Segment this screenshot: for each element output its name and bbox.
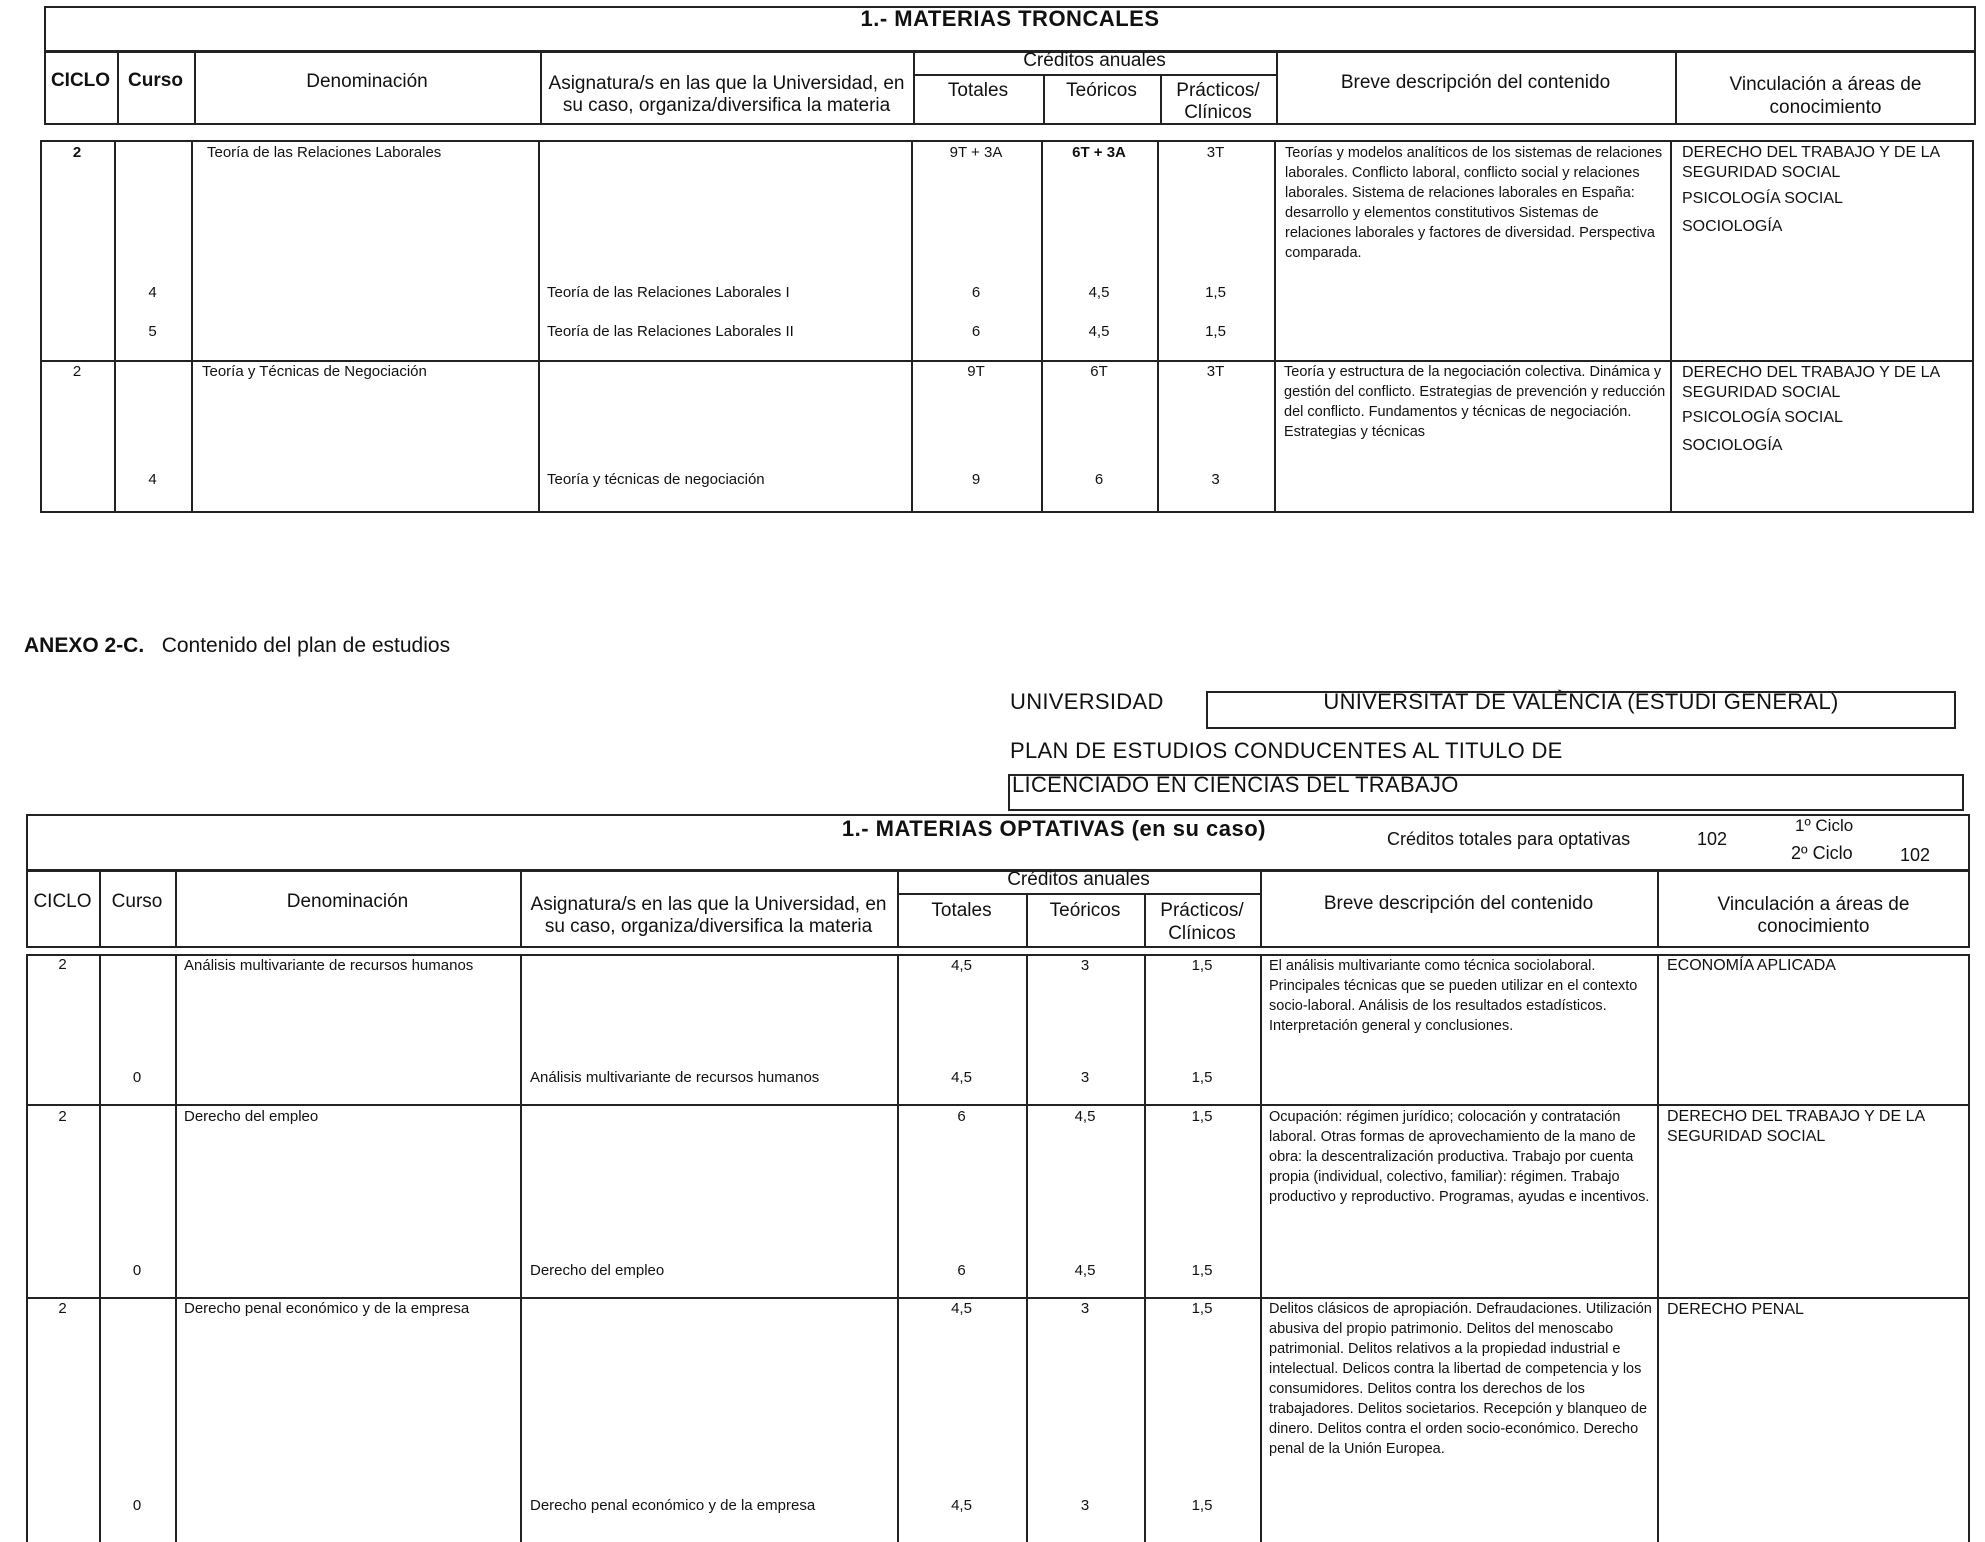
opt-header-practicos-1: Prácticos/ — [1160, 900, 1244, 921]
header-totales: Totales — [947, 80, 1009, 101]
row1-sub1-teoricos: 4,5 — [1088, 284, 1110, 301]
row2-sub1-curso: 4 — [148, 471, 157, 488]
anexo-label: ANEXO 2-C. — [24, 634, 145, 657]
opt-header-vinculacion-2: conocimiento — [1757, 916, 1870, 937]
opt-header-ciclo: CICLO — [33, 891, 92, 912]
opt-row1-descripcion: El análisis multivariante como técnica sociolaboral. Principales técnicas que se pueden utilizar en el contexto socio-laboral. Análisis de los resultados estadísticos. Interpretación general y conclusiones. — [1269, 958, 1638, 1034]
opt-row2-totales: 6 — [957, 1108, 966, 1125]
opt-header-descripcion: Breve descripción del contenido — [1323, 893, 1594, 914]
row1-sub2-teoricos: 4,5 — [1088, 323, 1110, 340]
opt-row1-sub1-teoricos: 3 — [1080, 1069, 1090, 1086]
creditos-totales-label: Créditos totales para optativas — [1387, 829, 1631, 849]
opt-row3-denominacion: Derecho penal económico y de la empresa — [184, 1300, 470, 1317]
opt-row1-denominacion: Análisis multivariante de recursos humanos — [184, 957, 474, 974]
opt-row1-ciclo: 2 — [58, 956, 67, 973]
row1-sub1-practicos: 1,5 — [1205, 284, 1226, 301]
opt-row3-sub1-curso: 0 — [132, 1497, 142, 1514]
row1-practicos: 3T — [1206, 144, 1225, 161]
opt-row2-ciclo: 2 — [58, 1108, 67, 1125]
opt-row2-practicos: 1,5 — [1191, 1108, 1213, 1125]
opt-row2-sub1-totales: 6 — [957, 1262, 966, 1279]
header-denominacion: Denominación — [306, 71, 428, 92]
header-vinculacion-2: conocimiento — [1769, 97, 1882, 118]
header-curso: Curso — [128, 70, 183, 91]
row1-denominacion: Teoría de las Relaciones Laborales — [207, 144, 442, 161]
opt-row2-teoricos: 4,5 — [1074, 1108, 1096, 1125]
anexo-text: Contenido del plan de estudios — [161, 634, 451, 657]
row2-denominacion: Teoría y Técnicas de Negociación — [202, 363, 427, 380]
header-asignatura-1: Asignatura/s en las que la Universidad, en — [548, 73, 905, 94]
row1-area-3: SOCIOLOGÍA — [1682, 218, 1783, 235]
header-asignatura-2: su caso, organiza/diversifica la materia — [562, 95, 891, 116]
opt-row1-sub1-practicos: 1,5 — [1191, 1069, 1213, 1086]
opt-row2-denominacion: Derecho del empleo — [184, 1108, 319, 1125]
optativas-body — [26, 954, 1970, 1542]
opt-row3-practicos: 1,5 — [1191, 1300, 1213, 1317]
opt-row2-descripcion: Ocupación: régimen jurídico; colocación y contratación laboral. Otras formas de aprovechamiento de la mano de obra: la descentralización productiva. Trabajo por cuenta propia (individual, colectivo, familiar): régimen. Trabajo productivo y reproductivo. Programas, ayudas e incentivos. — [1269, 1109, 1650, 1205]
opt-row3-teoricos: 3 — [1080, 1300, 1090, 1317]
ciclo2-value: 102 — [1900, 845, 1931, 865]
opt-row3-ciclo: 2 — [58, 1300, 67, 1317]
row2-sub1-practicos: 3 — [1211, 471, 1220, 488]
opt-header-teoricos: Teóricos — [1049, 900, 1121, 921]
opt-row1-area-1: ECONOMÍA APLICADA — [1667, 957, 1836, 974]
opt-row2-sub1-practicos: 1,5 — [1191, 1262, 1213, 1279]
row1-descripcion: Teorías y modelos analíticos de los sistemas de relaciones laborales. Conflicto laboral, conflicto social y relaciones laborales. Sistema de relaciones laborales en España: desarrollo y elementos constitutivos Sistemas de relaciones laborales y factores de diversidad. Perspectiva comparada. — [1285, 145, 1663, 261]
opt-row3-area-1: DERECHO PENAL — [1667, 1301, 1804, 1318]
header-vinculacion-1: Vinculación a áreas de — [1729, 74, 1922, 95]
opt-row1-sub1-totales: 4,5 — [951, 1069, 972, 1086]
opt-row2-area-1: DERECHO DEL TRABAJO Y DE LA SEGURIDAD SOCIAL — [1667, 1108, 1925, 1145]
row1-totales: 9T + 3A — [949, 144, 1003, 161]
row2-totales: 9T — [967, 363, 985, 380]
opt-row3-sub1-totales: 4,5 — [951, 1497, 972, 1514]
plan-label: PLAN DE ESTUDIOS CONDUCENTES AL TITULO DE — [1010, 738, 1563, 763]
row1-sub1-totales: 6 — [971, 284, 981, 301]
opt-row3-descripcion: Delitos clásicos de apropiación. Defraudaciones. Utilización abusiva del propio patrimonio. Delitos del menoscabo patrimonial. Delitos relativos a la propiedad industrial e intelectual. Delicos contra la libertad de competencia y los consumidores. Delitos contra los derechos de los trabajadores. Delitos societarios. Recepción y blanqueo de dinero. Delitos contra el orden socio-económico. Derecho penal de la Unión Europea. — [1269, 1301, 1652, 1457]
ciclo1-label: 1º Ciclo — [1795, 816, 1854, 835]
header-ciclo: CICLO — [50, 70, 111, 91]
opt-header-practicos-2: Clínicos — [1168, 923, 1236, 944]
row1-teoricos: 6T + 3A — [1072, 144, 1126, 161]
opt-row2-sub1-asignatura: Derecho del empleo — [530, 1262, 665, 1279]
opt-row1-sub1-curso: 0 — [132, 1069, 142, 1086]
opt-row2-sub1-curso: 0 — [132, 1262, 142, 1279]
opt-header-totales: Totales — [931, 900, 992, 921]
row2-area-1: DERECHO DEL TRABAJO Y DE LA SEGURIDAD SOCIAL — [1682, 364, 1940, 401]
universidad-value: UNIVERSITAT DE VALÈNCIA (ESTUDI GENERAL) — [1323, 689, 1839, 714]
creditos-totales-value: 102 — [1697, 829, 1728, 849]
header-descripcion: Breve descripción del contenido — [1340, 72, 1611, 93]
opt-row2-sub1-teoricos: 4,5 — [1074, 1262, 1096, 1279]
row1-sub1-curso: 4 — [148, 284, 157, 301]
row2-area-2: PSICOLOGÍA SOCIAL — [1682, 409, 1843, 426]
opt-row3-sub1-practicos: 1,5 — [1191, 1497, 1213, 1514]
row2-descripcion: Teoría y estructura de la negociación colectiva. Dinámica y gestión del conflicto. Estrategias de prevención y reducción del conflicto. Fundamentos y técnicas de negociación. Estrategias y técnicas — [1284, 364, 1666, 440]
plan-value: LICENCIADO EN CIENCIAS DEL TRABAJO — [1012, 772, 1459, 797]
row1-sub2-practicos: 1,5 — [1205, 323, 1226, 340]
row1-area-1: DERECHO DEL TRABAJO Y DE LA SEGURIDAD SOCIAL — [1682, 144, 1940, 181]
opt-header-denominacion: Denominación — [286, 891, 409, 912]
row2-area-3: SOCIOLOGÍA — [1682, 437, 1783, 454]
opt-row3-sub1-teoricos: 3 — [1080, 1497, 1090, 1514]
opt-header-asignatura-1: Asignatura/s en las que la Universidad, en — [530, 894, 887, 915]
row2-sub1-teoricos: 6 — [1094, 471, 1104, 488]
opt-header-curso: Curso — [111, 891, 163, 912]
header-teoricos: Teóricos — [1066, 80, 1137, 101]
opt-row3-totales: 4,5 — [951, 1300, 972, 1317]
troncales-title: 1.- MATERIAS TRONCALES — [860, 6, 1160, 31]
row1-sub2-curso: 5 — [148, 323, 157, 340]
row2-practicos: 3T — [1206, 363, 1225, 380]
opt-row1-teoricos: 3 — [1080, 957, 1090, 974]
ciclo2-label: 2º Ciclo — [1791, 843, 1853, 863]
opt-row1-sub1-asignatura: Análisis multivariante de recursos humanos — [530, 1069, 820, 1086]
universidad-label: UNIVERSIDAD — [1010, 689, 1164, 714]
header-practicos-2: Clínicos — [1184, 102, 1252, 123]
row1-sub2-totales: 6 — [971, 323, 981, 340]
opt-header-vinculacion-1: Vinculación a áreas de — [1717, 894, 1910, 915]
row2-sub1-asignatura: Teoría y técnicas de negociación — [547, 471, 765, 488]
row2-sub1-totales: 9 — [971, 471, 981, 488]
row1-area-2: PSICOLOGÍA SOCIAL — [1682, 190, 1843, 207]
row1-sub1-asignatura: Teoría de las Relaciones Laborales I — [547, 284, 790, 301]
opt-header-asignatura-2: su caso, organiza/diversifica la materia — [544, 916, 873, 937]
header-practicos-1: Prácticos/ — [1176, 80, 1260, 101]
row2-ciclo: 2 — [72, 363, 82, 380]
header-creditos: Créditos anuales — [1023, 50, 1166, 71]
optativas-title: 1.- MATERIAS OPTATIVAS (en su caso) — [841, 816, 1266, 841]
row1-ciclo: 2 — [72, 144, 82, 161]
row1-sub2-asignatura: Teoría de las Relaciones Laborales II — [547, 323, 794, 340]
row2-teoricos: 6T — [1090, 363, 1108, 380]
opt-row1-practicos: 1,5 — [1191, 957, 1213, 974]
opt-row3-sub1-asignatura: Derecho penal económico y de la empresa — [530, 1497, 816, 1514]
anexo-heading — [24, 634, 450, 658]
opt-row1-totales: 4,5 — [951, 957, 972, 974]
opt-header-creditos: Créditos anuales — [1007, 869, 1150, 890]
